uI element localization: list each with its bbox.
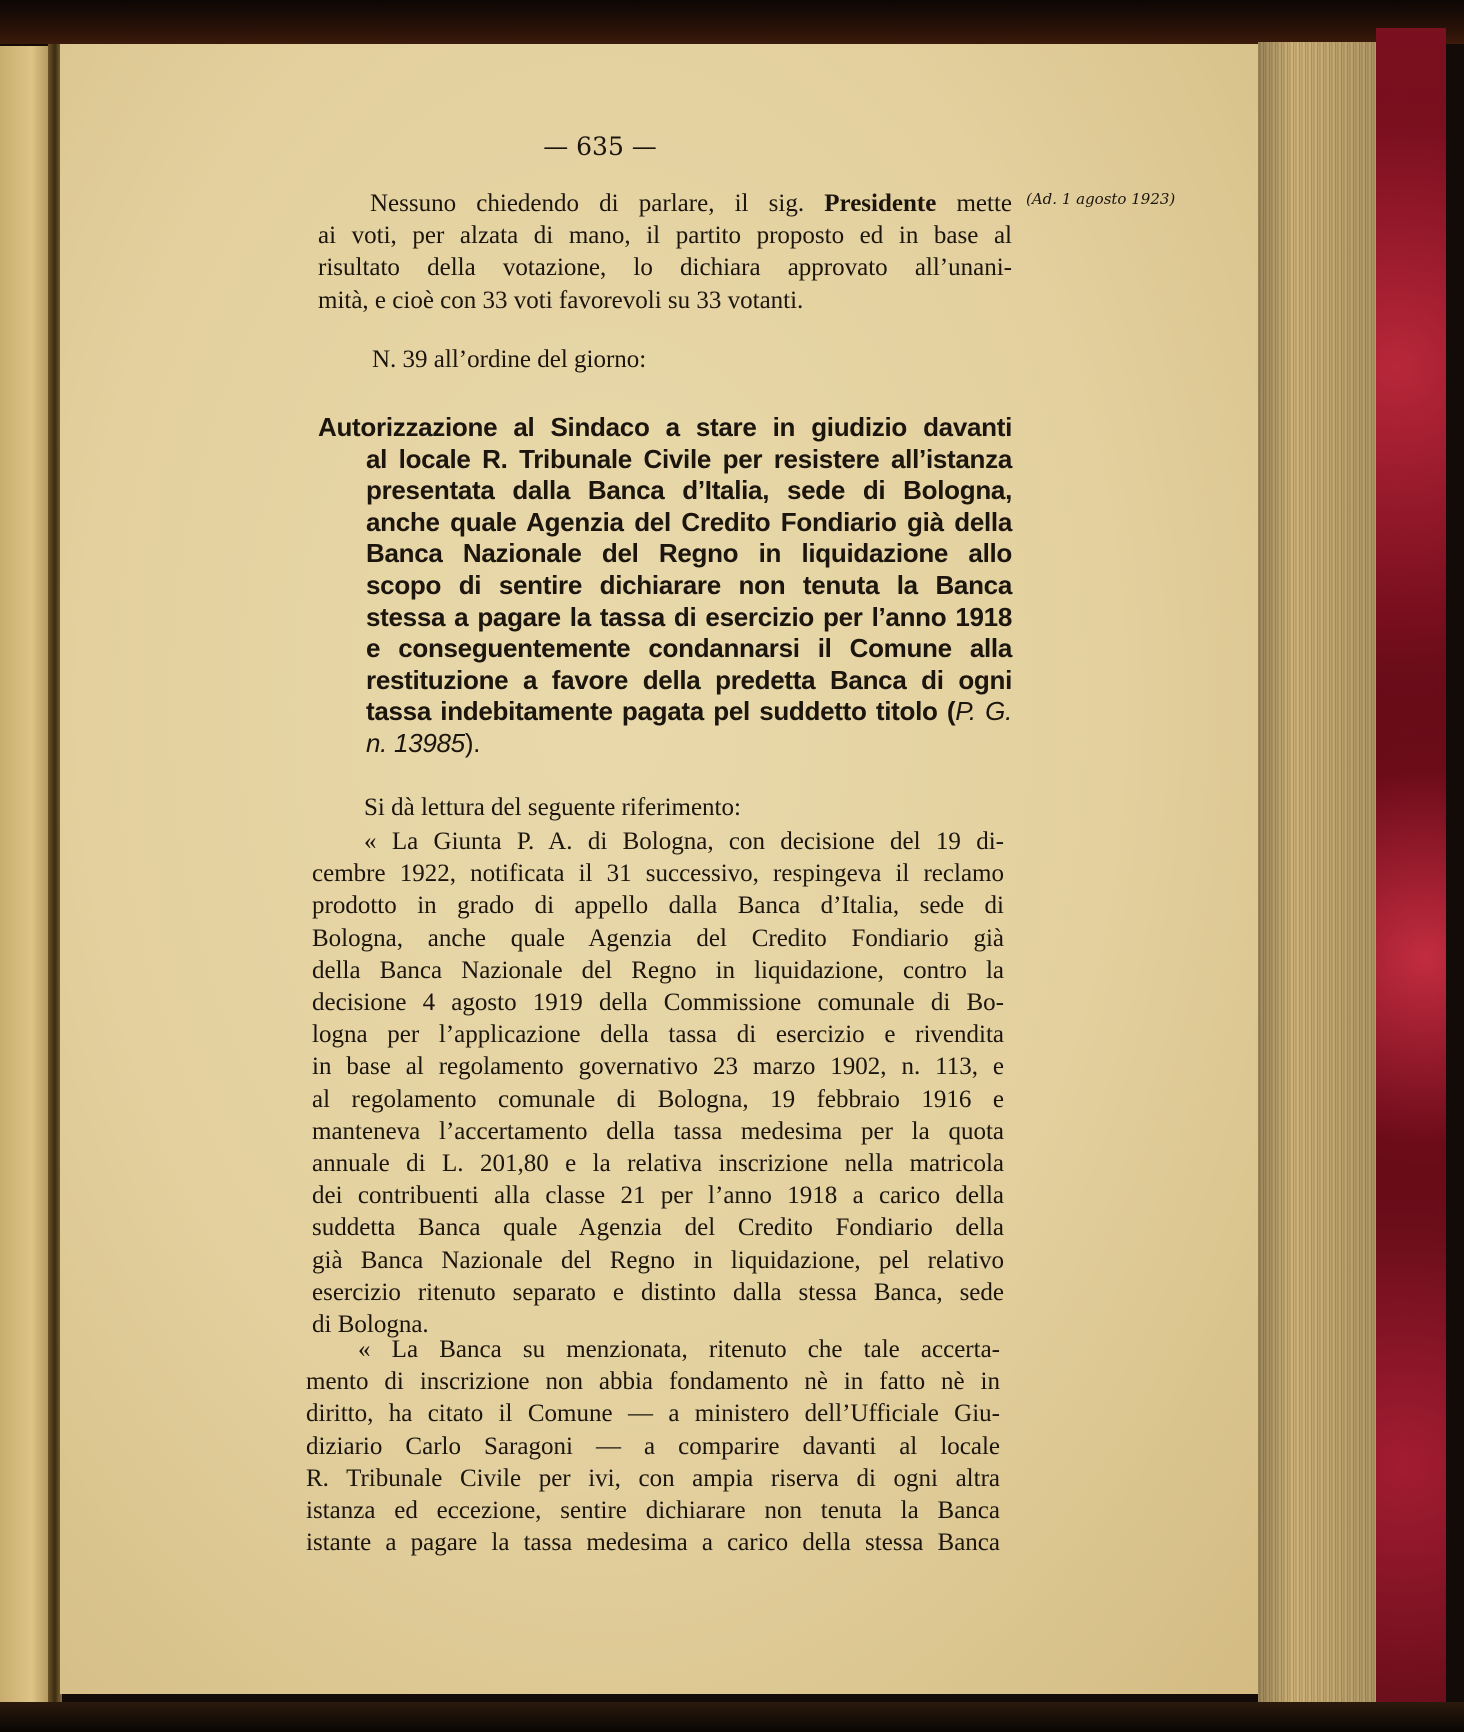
paragraph-line: suddetta Banca quale Agenzia del Credito Fondiario della <box>312 1214 1004 1242</box>
title-line: al locale R. Tribunale Civile per resistere all’istanza <box>366 443 1012 474</box>
paragraph-line: istante a pagare la tassa medesima a carico della stessa Banca <box>306 1529 1000 1557</box>
paragraph-line: diziario Carlo Saragoni — a comparire davanti al locale <box>306 1432 1000 1460</box>
paragraph-line: « La Giunta P. A. di Bologna, con decisione del 19 di- <box>364 828 1004 855</box>
paragraph-line: Bologna, anche quale Agenzia del Credito Fondiario già <box>312 924 1004 952</box>
speaker-name: Presidente <box>824 190 937 217</box>
paragraph-line: Si dà lettura del seguente riferimento: <box>364 794 741 821</box>
paragraph-line: risultato della votazione, lo dichiara approvato all’unani- <box>318 254 1012 282</box>
protocol-number: n. 13985 <box>366 727 465 758</box>
protocol-reference: P. G. <box>955 696 1012 727</box>
page-number: — 635 — <box>543 132 657 161</box>
paragraph-line: N. 39 all’ordine del giorno: <box>372 346 647 373</box>
reading-intro <box>364 792 864 824</box>
paragraph-line: diritto, ha citato il Comune — a ministero dell’Ufficiale Giu- <box>306 1400 1000 1428</box>
paragraph-line: « La Banca su menzionata, ritenuto che tale accerta- <box>358 1336 1000 1363</box>
paragraph-line: in base al regolamento governativo 23 marzo 1902, n. 113, e <box>312 1053 1004 1081</box>
title-line: stessa a pagare la tassa di esercizio per l’anno 1918 <box>366 601 1012 632</box>
paragraph-line: dei contribuenti alla classe 21 per l’anno 1918 a carico della <box>312 1182 1004 1210</box>
paragraph-line: esercizio ritenuto separato e distinto dalla stessa Banca, sede <box>312 1278 1004 1306</box>
paragraph-line: annuale di L. 201,80 e la relativa inscrizione nella matricola <box>312 1150 1004 1178</box>
paragraph-line: istanza ed eccezione, sentire dichiarare non tenuta la Banca <box>306 1497 1000 1525</box>
paragraph-line <box>318 188 1012 220</box>
title-line: e conseguentemente condannarsi il Comune alla <box>366 633 1012 664</box>
paragraph-line: mento di inscrizione non abbia fondamento nè in fatto nè in <box>306 1368 1000 1396</box>
text-span: mette <box>956 190 1012 217</box>
title-line: presentata dalla Banca d’Italia, sede di Bologna, <box>366 475 1012 506</box>
paragraph-line: prodotto in grado di appello dalla Banca d’Italia, sede di <box>312 892 1004 920</box>
title-line: scopo di sentire dichiarare non tenuta la Banca <box>366 569 1012 600</box>
title-line: anche quale Agenzia del Credito Fondiario già della <box>366 506 1012 537</box>
text-span: tassa indebitamente pagata pel suddetto titolo ( <box>366 696 956 727</box>
paragraph-line: R. Tribunale Civile per ivi, con ampia riserva di ogni altra <box>306 1464 1000 1492</box>
paragraph-line: già Banca Nazionale del Regno in liquidazione, pel relativo <box>312 1246 1004 1274</box>
paragraph-vote-result <box>318 188 1012 317</box>
agenda-item-title <box>318 412 1012 760</box>
scan-background-bottom <box>0 1702 1464 1732</box>
paragraph-line: logna per l’applicazione della tassa di esercizio e rivendita <box>312 1021 1004 1049</box>
page-block-edges <box>1258 42 1376 1702</box>
paragraph-line: mità, e cioè con 33 voti favorevoli su 33 votanti. <box>318 286 804 314</box>
paragraph-line: al regolamento comunale di Bologna, 19 febbraio 1916 e <box>312 1085 1004 1113</box>
agenda-item-number <box>372 344 772 376</box>
text-span: ). <box>464 727 481 758</box>
paragraph-banca-summons <box>306 1334 1000 1559</box>
margin-date-note: (Ad. 1 agosto 1923) <box>1026 190 1176 208</box>
paragraph-line: cembre 1922, notificata il 31 successivo, respingeva il reclamo <box>312 860 1004 888</box>
title-line: restituzione a favore della predetta Banca di ogni <box>366 664 1012 695</box>
paragraph-line: decisione 4 agosto 1919 della Commissione comunale di Bo- <box>312 989 1004 1017</box>
marbled-cover <box>1376 28 1446 1718</box>
paragraph-line: ai voti, per alzata di mano, il partito proposto ed in base al <box>318 222 1012 250</box>
paragraph-line: della Banca Nazionale del Regno in liquidazione, contro la <box>312 956 1004 984</box>
scan-background-top <box>0 0 1464 44</box>
title-line: Autorizzazione al Sindaco a stare in giudizio davanti <box>318 412 1012 442</box>
title-line <box>318 696 1012 728</box>
text-span: Nessuno chiedendo di parlare, il sig. <box>370 190 805 217</box>
paragraph-line: manteneva l’accertamento della tassa medesima per la quota <box>312 1117 1004 1145</box>
paragraph-line: di Bologna. <box>312 1311 429 1339</box>
paragraph-giunta-decision <box>312 826 1004 1341</box>
title-line <box>318 728 1012 760</box>
title-line: Banca Nazionale del Regno in liquidazione allo <box>366 538 1012 569</box>
